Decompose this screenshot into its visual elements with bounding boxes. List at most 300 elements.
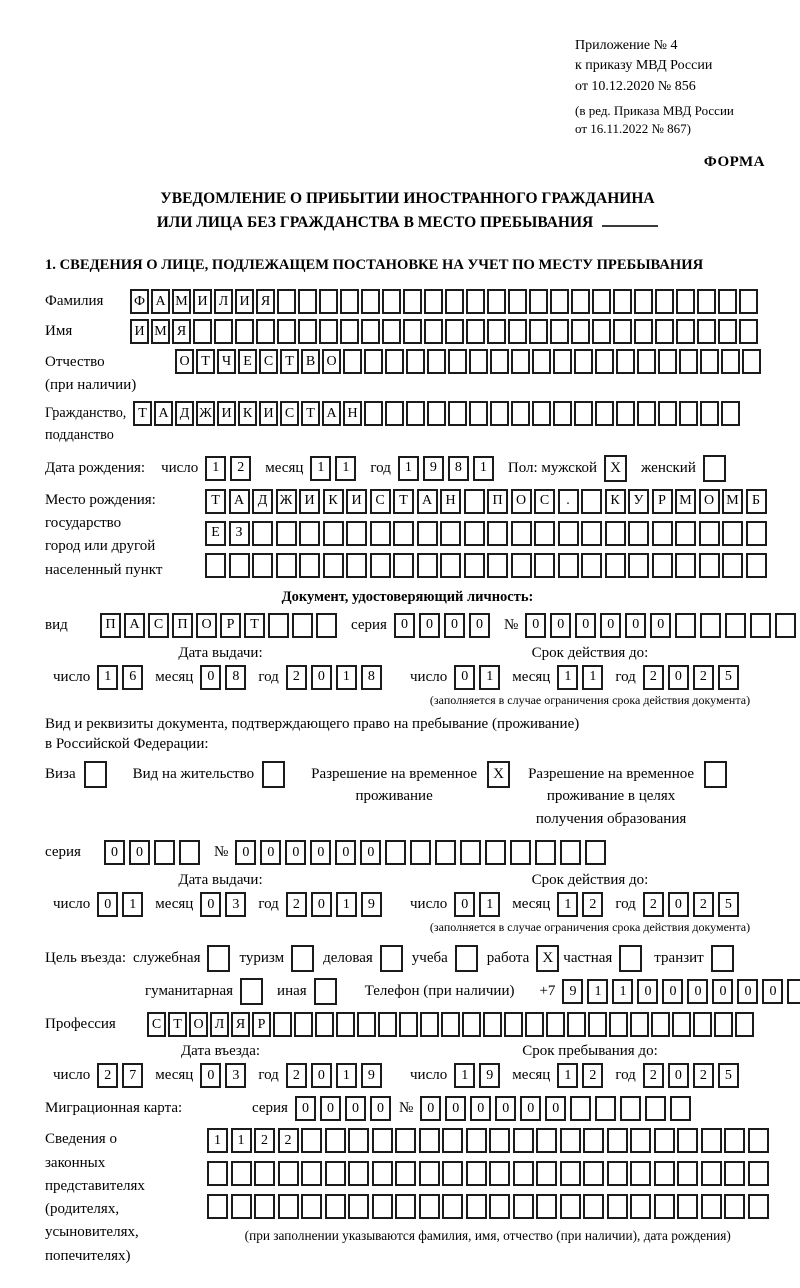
char-box[interactable]: 0 <box>370 1096 391 1121</box>
char-box[interactable] <box>301 1161 322 1186</box>
char-box[interactable] <box>628 521 649 546</box>
char-box[interactable] <box>609 1012 628 1037</box>
char-box[interactable] <box>699 521 720 546</box>
char-box[interactable]: И <box>259 401 278 426</box>
char-box[interactable] <box>235 319 254 344</box>
char-box[interactable] <box>583 1194 604 1219</box>
char-box[interactable] <box>637 349 656 374</box>
char-box[interactable]: 1 <box>231 1128 252 1153</box>
char-box[interactable]: Л <box>214 289 233 314</box>
char-box[interactable] <box>592 289 611 314</box>
char-box[interactable] <box>701 1194 722 1219</box>
char-box[interactable] <box>697 289 716 314</box>
char-box[interactable] <box>276 521 297 546</box>
char-box[interactable]: 1 <box>587 979 608 1004</box>
char-box[interactable] <box>385 349 404 374</box>
char-box[interactable] <box>385 401 404 426</box>
char-box[interactable] <box>583 1128 604 1153</box>
char-box[interactable]: З <box>229 521 250 546</box>
char-box[interactable]: П <box>487 489 508 514</box>
char-box[interactable]: 5 <box>718 665 739 690</box>
char-box[interactable]: 0 <box>394 613 415 638</box>
char-box[interactable]: К <box>238 401 257 426</box>
char-box[interactable] <box>700 401 719 426</box>
char-box[interactable]: 2 <box>286 665 307 690</box>
char-box[interactable] <box>616 349 635 374</box>
char-box[interactable] <box>301 1128 322 1153</box>
char-box[interactable]: 1 <box>454 1063 475 1088</box>
char-box[interactable]: И <box>217 401 236 426</box>
char-box[interactable] <box>513 1128 534 1153</box>
char-box[interactable] <box>489 1161 510 1186</box>
char-box[interactable] <box>718 319 737 344</box>
char-box[interactable] <box>595 349 614 374</box>
char-box[interactable] <box>487 553 508 578</box>
char-box[interactable] <box>508 289 527 314</box>
char-box[interactable] <box>385 840 406 865</box>
char-box[interactable] <box>630 1161 651 1186</box>
char-box[interactable] <box>462 1012 481 1037</box>
char-box[interactable]: 8 <box>225 665 246 690</box>
char-box[interactable]: 0 <box>311 1063 332 1088</box>
char-box[interactable] <box>372 1161 393 1186</box>
char-box[interactable] <box>441 1012 460 1037</box>
char-box[interactable] <box>536 1128 557 1153</box>
char-box[interactable]: О <box>175 349 194 374</box>
char-box[interactable] <box>278 1194 299 1219</box>
char-box[interactable]: Я <box>172 319 191 344</box>
char-box[interactable] <box>553 349 572 374</box>
char-box[interactable] <box>214 319 233 344</box>
char-box[interactable] <box>382 289 401 314</box>
char-box[interactable]: 0 <box>575 613 596 638</box>
char-box[interactable]: 0 <box>360 840 381 865</box>
char-box[interactable] <box>634 289 653 314</box>
char-box[interactable] <box>448 349 467 374</box>
char-box[interactable] <box>670 1096 691 1121</box>
char-box[interactable] <box>532 349 551 374</box>
char-box[interactable]: Е <box>205 521 226 546</box>
char-box[interactable] <box>348 1194 369 1219</box>
char-box[interactable] <box>534 521 555 546</box>
char-box[interactable] <box>435 840 456 865</box>
char-box[interactable] <box>571 319 590 344</box>
char-box[interactable]: 1 <box>336 892 357 917</box>
char-box[interactable] <box>583 1161 604 1186</box>
char-box[interactable]: Т <box>205 489 226 514</box>
char-box[interactable] <box>722 521 743 546</box>
char-box[interactable]: Т <box>301 401 320 426</box>
char-box[interactable] <box>417 553 438 578</box>
char-box[interactable] <box>323 553 344 578</box>
char-box[interactable] <box>346 553 367 578</box>
char-box[interactable]: 0 <box>320 1096 341 1121</box>
char-box[interactable] <box>207 1161 228 1186</box>
char-box[interactable] <box>268 613 289 638</box>
char-box[interactable]: 0 <box>520 1096 541 1121</box>
char-box[interactable]: О <box>189 1012 208 1037</box>
char-box[interactable]: 0 <box>525 613 546 638</box>
char-box[interactable]: А <box>417 489 438 514</box>
char-box[interactable] <box>207 945 230 972</box>
char-box[interactable]: О <box>322 349 341 374</box>
char-box[interactable] <box>406 349 425 374</box>
char-box[interactable]: А <box>322 401 341 426</box>
char-box[interactable] <box>346 521 367 546</box>
char-box[interactable]: 1 <box>310 456 331 481</box>
char-box[interactable] <box>315 1012 334 1037</box>
char-box[interactable]: 1 <box>335 456 356 481</box>
char-box[interactable]: 6 <box>122 665 143 690</box>
char-box[interactable]: 0 <box>200 892 221 917</box>
char-box[interactable]: 0 <box>687 979 708 1004</box>
char-box[interactable]: А <box>154 401 173 426</box>
char-box[interactable]: Я <box>256 289 275 314</box>
char-box[interactable] <box>291 945 314 972</box>
char-box[interactable] <box>748 1128 769 1153</box>
char-box[interactable]: И <box>193 289 212 314</box>
char-box[interactable] <box>440 521 461 546</box>
char-box[interactable] <box>724 1128 745 1153</box>
char-box[interactable]: 2 <box>693 892 714 917</box>
char-box[interactable]: Б <box>746 489 767 514</box>
char-box[interactable] <box>679 349 698 374</box>
char-box[interactable] <box>655 289 674 314</box>
char-box[interactable]: У <box>628 489 649 514</box>
char-box[interactable] <box>700 349 719 374</box>
char-box[interactable] <box>570 1096 591 1121</box>
char-box[interactable] <box>340 289 359 314</box>
char-box[interactable] <box>529 319 548 344</box>
char-box[interactable] <box>700 613 721 638</box>
char-box[interactable]: 0 <box>550 613 571 638</box>
char-box[interactable] <box>595 401 614 426</box>
char-box[interactable] <box>348 1128 369 1153</box>
char-box[interactable]: И <box>130 319 149 344</box>
char-box[interactable] <box>370 521 391 546</box>
char-box[interactable]: 2 <box>582 1063 603 1088</box>
char-box[interactable] <box>231 1194 252 1219</box>
char-box[interactable] <box>323 521 344 546</box>
char-box[interactable] <box>655 319 674 344</box>
char-box[interactable]: М <box>722 489 743 514</box>
char-box[interactable] <box>357 1012 376 1037</box>
char-box[interactable] <box>382 319 401 344</box>
char-box[interactable] <box>722 553 743 578</box>
char-box[interactable]: 2 <box>97 1063 118 1088</box>
char-box[interactable] <box>442 1161 463 1186</box>
char-box[interactable] <box>364 401 383 426</box>
char-box[interactable] <box>511 401 530 426</box>
char-box[interactable] <box>592 319 611 344</box>
char-box[interactable]: 0 <box>668 892 689 917</box>
char-box[interactable] <box>440 553 461 578</box>
char-box[interactable] <box>553 401 572 426</box>
char-box[interactable]: 0 <box>454 892 475 917</box>
char-box[interactable]: 1 <box>97 665 118 690</box>
char-box[interactable] <box>581 553 602 578</box>
char-box[interactable] <box>511 349 530 374</box>
char-box[interactable]: Н <box>343 401 362 426</box>
char-box[interactable]: Р <box>220 613 241 638</box>
char-box[interactable]: 9 <box>361 1063 382 1088</box>
char-box[interactable] <box>252 553 273 578</box>
char-box[interactable]: Е <box>238 349 257 374</box>
char-box[interactable] <box>619 945 642 972</box>
char-box[interactable] <box>697 319 716 344</box>
char-box[interactable]: 1 <box>612 979 633 1004</box>
char-box[interactable] <box>748 1194 769 1219</box>
char-box[interactable] <box>445 319 464 344</box>
char-box[interactable] <box>490 349 509 374</box>
char-box[interactable] <box>314 978 337 1005</box>
char-box[interactable] <box>558 521 579 546</box>
char-box[interactable]: 5 <box>718 1063 739 1088</box>
char-box[interactable] <box>485 840 506 865</box>
char-box[interactable] <box>273 1012 292 1037</box>
char-box[interactable] <box>693 1012 712 1037</box>
char-box[interactable]: 3 <box>225 892 246 917</box>
char-box[interactable] <box>442 1194 463 1219</box>
char-box[interactable] <box>571 289 590 314</box>
char-box[interactable] <box>654 1194 675 1219</box>
char-box[interactable]: 1 <box>122 892 143 917</box>
char-box[interactable] <box>699 553 720 578</box>
char-box[interactable] <box>672 1012 691 1037</box>
char-box[interactable] <box>513 1161 534 1186</box>
char-box[interactable] <box>701 1161 722 1186</box>
char-box[interactable] <box>677 1161 698 1186</box>
char-box[interactable] <box>372 1128 393 1153</box>
char-box[interactable] <box>508 319 527 344</box>
char-box[interactable]: 0 <box>260 840 281 865</box>
char-box[interactable]: Р <box>652 489 673 514</box>
char-box[interactable] <box>658 349 677 374</box>
char-box[interactable]: 0 <box>545 1096 566 1121</box>
char-box[interactable] <box>581 521 602 546</box>
char-box[interactable]: 0 <box>650 613 671 638</box>
char-box[interactable] <box>340 319 359 344</box>
char-box[interactable] <box>277 319 296 344</box>
char-box[interactable]: Н <box>440 489 461 514</box>
char-box[interactable]: 0 <box>104 840 125 865</box>
char-box[interactable]: И <box>299 489 320 514</box>
char-box[interactable] <box>676 319 695 344</box>
char-box[interactable]: X <box>536 945 559 972</box>
char-box[interactable] <box>581 489 602 514</box>
char-box[interactable] <box>652 521 673 546</box>
char-box[interactable] <box>364 349 383 374</box>
char-box[interactable] <box>725 613 746 638</box>
char-box[interactable] <box>254 1194 275 1219</box>
char-box[interactable]: О <box>699 489 720 514</box>
char-box[interactable]: 0 <box>737 979 758 1004</box>
char-box[interactable]: 2 <box>693 665 714 690</box>
char-box[interactable] <box>676 289 695 314</box>
char-box[interactable] <box>427 349 446 374</box>
char-box[interactable]: 0 <box>311 665 332 690</box>
char-box[interactable] <box>628 553 649 578</box>
char-box[interactable] <box>550 319 569 344</box>
char-box[interactable]: 0 <box>311 892 332 917</box>
char-box[interactable] <box>299 521 320 546</box>
char-box[interactable]: 0 <box>495 1096 516 1121</box>
char-box[interactable] <box>630 1012 649 1037</box>
char-box[interactable]: 0 <box>235 840 256 865</box>
char-box[interactable] <box>704 761 727 788</box>
char-box[interactable] <box>487 521 508 546</box>
char-box[interactable] <box>378 1012 397 1037</box>
char-box[interactable] <box>567 1012 586 1037</box>
char-box[interactable]: Т <box>280 349 299 374</box>
char-box[interactable] <box>703 455 726 482</box>
char-box[interactable] <box>464 489 485 514</box>
char-box[interactable]: 2 <box>254 1128 275 1153</box>
char-box[interactable]: 2 <box>582 892 603 917</box>
char-box[interactable] <box>574 349 593 374</box>
char-box[interactable]: С <box>148 613 169 638</box>
char-box[interactable] <box>487 319 506 344</box>
char-box[interactable] <box>536 1161 557 1186</box>
char-box[interactable]: В <box>301 349 320 374</box>
char-box[interactable]: 1 <box>479 665 500 690</box>
char-box[interactable]: 1 <box>582 665 603 690</box>
char-box[interactable]: 5 <box>718 892 739 917</box>
char-box[interactable] <box>701 1128 722 1153</box>
char-box[interactable]: 1 <box>336 1063 357 1088</box>
char-box[interactable] <box>607 1128 628 1153</box>
char-box[interactable] <box>207 1194 228 1219</box>
char-box[interactable]: 0 <box>470 1096 491 1121</box>
char-box[interactable]: 1 <box>207 1128 228 1153</box>
char-box[interactable] <box>775 613 796 638</box>
char-box[interactable] <box>742 349 761 374</box>
char-box[interactable] <box>469 349 488 374</box>
char-box[interactable] <box>739 289 758 314</box>
char-box[interactable]: 2 <box>286 1063 307 1088</box>
char-box[interactable] <box>370 553 391 578</box>
char-box[interactable]: Ч <box>217 349 236 374</box>
char-box[interactable] <box>395 1194 416 1219</box>
char-box[interactable] <box>677 1128 698 1153</box>
char-box[interactable] <box>560 1194 581 1219</box>
char-box[interactable]: 0 <box>420 1096 441 1121</box>
char-box[interactable]: А <box>229 489 250 514</box>
char-box[interactable]: Р <box>252 1012 271 1037</box>
char-box[interactable]: К <box>323 489 344 514</box>
char-box[interactable] <box>252 521 273 546</box>
char-box[interactable]: П <box>172 613 193 638</box>
char-box[interactable] <box>489 1194 510 1219</box>
char-box[interactable] <box>585 840 606 865</box>
char-box[interactable]: 0 <box>200 665 221 690</box>
char-box[interactable]: 1 <box>479 892 500 917</box>
char-box[interactable] <box>393 521 414 546</box>
char-box[interactable]: 1 <box>205 456 226 481</box>
char-box[interactable]: О <box>511 489 532 514</box>
char-box[interactable] <box>504 1012 523 1037</box>
char-box[interactable]: С <box>280 401 299 426</box>
char-box[interactable]: Ж <box>196 401 215 426</box>
char-box[interactable]: 7 <box>122 1063 143 1088</box>
char-box[interactable]: X <box>604 455 627 482</box>
char-box[interactable]: 9 <box>479 1063 500 1088</box>
char-box[interactable]: 0 <box>668 665 689 690</box>
char-box[interactable]: 0 <box>469 613 490 638</box>
char-box[interactable] <box>395 1161 416 1186</box>
char-box[interactable] <box>651 1012 670 1037</box>
char-box[interactable] <box>560 840 581 865</box>
char-box[interactable] <box>292 613 313 638</box>
char-box[interactable] <box>399 1012 418 1037</box>
char-box[interactable]: М <box>172 289 191 314</box>
char-box[interactable] <box>748 1161 769 1186</box>
char-box[interactable] <box>301 1194 322 1219</box>
char-box[interactable]: 8 <box>361 665 382 690</box>
char-box[interactable]: 0 <box>419 613 440 638</box>
char-box[interactable]: 1 <box>557 665 578 690</box>
char-box[interactable]: 0 <box>129 840 150 865</box>
char-box[interactable]: О <box>196 613 217 638</box>
char-box[interactable] <box>746 521 767 546</box>
char-box[interactable]: И <box>346 489 367 514</box>
char-box[interactable]: М <box>675 489 696 514</box>
char-box[interactable] <box>511 521 532 546</box>
char-box[interactable]: 0 <box>200 1063 221 1088</box>
char-box[interactable]: 1 <box>473 456 494 481</box>
char-box[interactable]: С <box>534 489 555 514</box>
char-box[interactable] <box>724 1161 745 1186</box>
char-box[interactable] <box>675 521 696 546</box>
char-box[interactable]: 0 <box>345 1096 366 1121</box>
char-box[interactable] <box>231 1161 252 1186</box>
char-box[interactable] <box>406 401 425 426</box>
char-box[interactable] <box>630 1194 651 1219</box>
char-box[interactable] <box>558 553 579 578</box>
char-box[interactable] <box>607 1161 628 1186</box>
char-box[interactable]: 1 <box>336 665 357 690</box>
char-box[interactable]: 9 <box>361 892 382 917</box>
char-box[interactable] <box>560 1128 581 1153</box>
char-box[interactable]: 1 <box>398 456 419 481</box>
char-box[interactable] <box>588 1012 607 1037</box>
char-box[interactable] <box>487 289 506 314</box>
char-box[interactable]: Т <box>133 401 152 426</box>
char-box[interactable] <box>536 1194 557 1219</box>
char-box[interactable] <box>336 1012 355 1037</box>
char-box[interactable] <box>675 613 696 638</box>
char-box[interactable] <box>510 840 531 865</box>
char-box[interactable] <box>735 1012 754 1037</box>
char-box[interactable]: 0 <box>445 1096 466 1121</box>
char-box[interactable] <box>395 1128 416 1153</box>
char-box[interactable]: 3 <box>225 1063 246 1088</box>
char-box[interactable] <box>620 1096 641 1121</box>
char-box[interactable] <box>534 553 555 578</box>
char-box[interactable] <box>372 1194 393 1219</box>
char-box[interactable] <box>677 1194 698 1219</box>
char-box[interactable]: К <box>605 489 626 514</box>
char-box[interactable] <box>361 319 380 344</box>
char-box[interactable] <box>469 401 488 426</box>
char-box[interactable] <box>299 553 320 578</box>
char-box[interactable]: М <box>151 319 170 344</box>
char-box[interactable] <box>254 1161 275 1186</box>
char-box[interactable]: С <box>259 349 278 374</box>
char-box[interactable] <box>316 613 337 638</box>
char-box[interactable] <box>630 1128 651 1153</box>
char-box[interactable]: 9 <box>423 456 444 481</box>
